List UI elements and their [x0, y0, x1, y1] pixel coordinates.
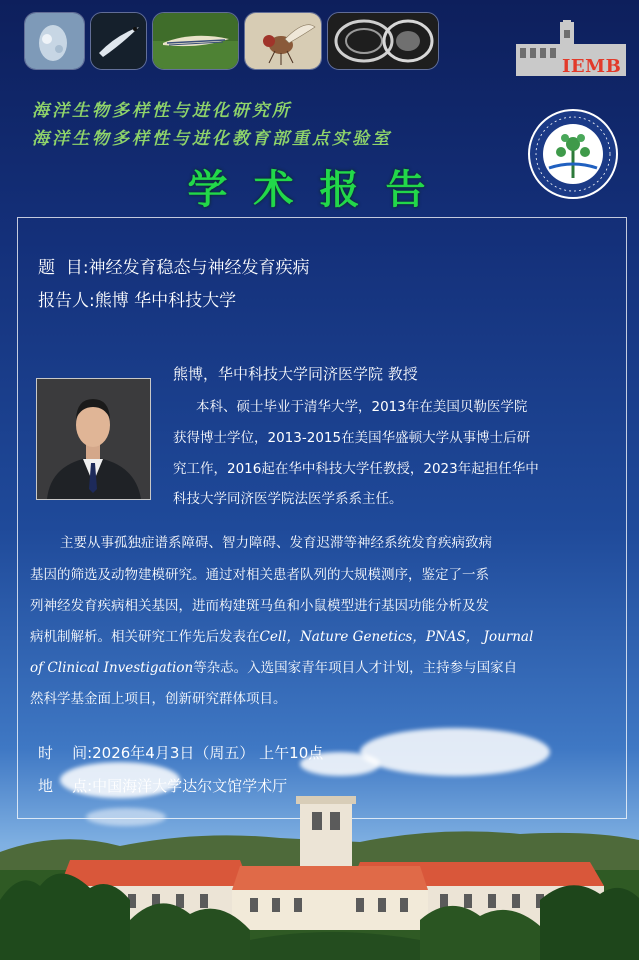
thumb-fly-photo [244, 12, 322, 70]
logo-text: IEMB [562, 56, 622, 77]
topic-text: :神经发育稳态与神经发育疾病 [82, 258, 310, 278]
research-line: 然科学基金面上项目，创新研究群体项目。 [30, 691, 287, 707]
thumb-fish-1-photo [90, 12, 147, 70]
speaker-label: 报告人 [38, 291, 89, 311]
bio-line: 科技大学同济医学院法医学系系主任。 [173, 491, 403, 507]
topic-row [38, 253, 310, 278]
speaker-row [38, 286, 236, 311]
thumb-organism-1-photo [24, 12, 85, 70]
journal-list-cont: of Clinical Investigation [30, 660, 194, 676]
cloud-decoration [360, 728, 550, 776]
journal-list: Cell，Nature Genetics，PNAS， Journal [259, 629, 534, 645]
speaker-portrait-icon [37, 379, 150, 499]
laboratory-name: 海洋生物多样性与进化教育部重点实验室 [32, 129, 392, 149]
research-line-text: 病机制解析。相关研究工作先后发表在 [30, 629, 260, 645]
speaker-heading: 熊博，华中科技大学同济医学院 教授 [173, 365, 418, 383]
place-text: :中国海洋大学达尔文馆学术厅 [87, 777, 288, 795]
thumb-microscopy-photo [327, 12, 439, 70]
time-text: :2026年4月3日（周五） 上午10点 [87, 744, 324, 762]
place-label: 地 点 [38, 777, 88, 795]
topic-label: 题 目 [38, 258, 83, 278]
research-line: 主要从事孤独症谱系障碍、智力障碍、发育迟滞等神经系统发育疾病致病 [60, 535, 492, 551]
page-title: 学术报告 [187, 166, 452, 213]
research-line: 基因的筛选及动物建模研究。通过对相关患者队列的大规模测序，鉴定了一系 [30, 567, 489, 583]
speaker-text: :熊博 华中科技大学 [89, 291, 237, 311]
research-line: 列神经发育疾病相关基因，进而构建斑马鱼和小鼠模型进行基因功能分析及发 [30, 598, 489, 614]
institute-name: 海洋生物多样性与进化研究所 [32, 101, 292, 121]
research-line [30, 656, 517, 676]
time-row [38, 742, 323, 763]
research-line [30, 625, 533, 645]
bio-line: 获得博士学位，2013-2015在美国华盛顿大学从事博士后研 [173, 430, 531, 446]
iemb-logo [514, 20, 628, 76]
bio-line: 究工作，2016起在华中科技大学任教授，2023年起担任华中 [173, 461, 539, 477]
speaker-photo [36, 378, 151, 500]
thumb-zebrafish-photo [152, 12, 239, 70]
campus-building-icon [0, 790, 639, 960]
time-label: 时 间 [38, 744, 88, 762]
research-line-text: 等杂志。入选国家青年项目人才计划，主持参与国家自 [193, 660, 518, 676]
campus-building-scene [0, 790, 639, 960]
bio-line: 本科、硕士毕业于清华大学，2013年在美国贝勒医学院 [196, 399, 528, 415]
